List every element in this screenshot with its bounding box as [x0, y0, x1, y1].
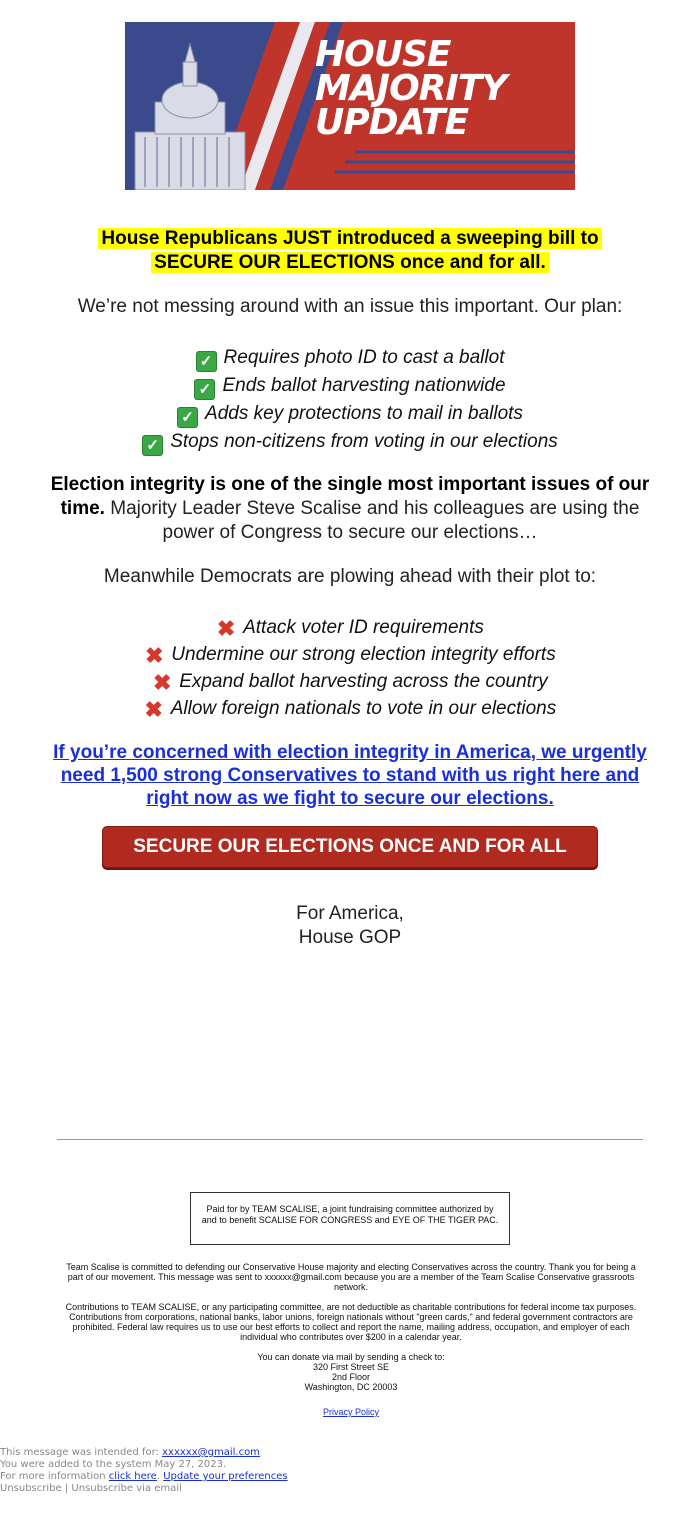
click-here-link[interactable]: click here: [108, 1471, 157, 1482]
integrity-paragraph: Election integrity is one of the single most important issues of our time. Majority Leader Steve Scalise and his colleagues are using the power of Congress to secure our elections…: [50, 474, 650, 543]
list-item: ✖ Allow foreign nationals to vote in our elections: [144, 697, 557, 722]
democrat-list: [0, 614, 700, 722]
list-item: ✓ Ends ballot harvesting nationwide: [0, 372, 700, 400]
list-item: ✖ Undermine our strong election integrity efforts: [145, 643, 556, 668]
cross-icon: ✖: [152, 670, 172, 695]
list-item: ✓ Adds key protections to mail in ballots: [0, 400, 700, 428]
signoff: For America, House GOP: [296, 903, 404, 948]
headline: House Republicans JUST introduced a sweeping bill to SECURE OUR ELECTIONS once and for all.: [0, 227, 700, 275]
contributions-text: Contributions to TEAM SCALISE, or any participating committee, are not deductible as charitable contributions for federal income tax purposes. Contributions from corporations, national banks, labor unions, foreign nationals without "green cards," and federal government contractors are prohibited. Federal law requires us to use our best efforts to collect and report the name, mailing address, occupation, and employer of each individual who contributes over $200 in a calendar year.: [65, 1302, 637, 1342]
cross-icon: ✖: [216, 616, 236, 641]
paid-for-disclaimer: Paid for by TEAM SCALISE, a joint fundraising committee authorized by and to benefit SCALISE FOR CONGRESS and EYE OF THE TIGER PAC.: [190, 1192, 510, 1245]
intended-email-link[interactable]: xxxxxx@gmail.com: [162, 1447, 260, 1458]
header-banner: [125, 22, 575, 190]
list-item: ✓ Requires photo ID to cast a ballot: [0, 344, 700, 372]
cross-icon: ✖: [145, 643, 164, 668]
check-icon: ✓: [194, 379, 215, 400]
cross-icon: ✖: [144, 697, 163, 722]
privacy-policy-link[interactable]: Privacy Policy: [322, 1407, 379, 1417]
banner-title: HOUSE MAJORITY UPDATE: [315, 34, 507, 143]
intro-text: We’re not messing around with an issue this important. Our plan:: [77, 296, 623, 317]
donate-by-mail: You can donate via mail by sending a check to: 320 First Street SE 2nd Floor Washington, DC 20003: [257, 1352, 445, 1392]
unsubscribe-email-link[interactable]: Unsubscribe via email: [71, 1483, 182, 1494]
divider: [57, 1139, 643, 1140]
update-preferences-link[interactable]: Update your preferences: [163, 1471, 288, 1482]
check-icon: ✓: [196, 351, 217, 372]
secure-elections-button[interactable]: SECURE OUR ELECTIONS ONCE AND FOR ALL: [102, 826, 598, 868]
donate-link[interactable]: If you’re concerned with election integrity in America, we urgently need 1,500 strong Conservatives to stand with us right here and right now as we fight to secure our elections.: [53, 742, 647, 809]
meta-info: This message was intended for: xxxxxx@gmail.com You were added to the system May 27, 2023. For more information click here. Update your preferences Unsubscribe | Unsubscribe via email: [0, 1447, 288, 1494]
list-item: ✖ Attack voter ID requirements: [216, 616, 484, 641]
commitment-text: Team Scalise is committed to defending our Conservative House majority and electing Conservatives across the country. Thank you for being a part of our movement. This message was sent to xxxxxx@gmail.com because you are a member of the Team Scalise Conservative grassroots network.: [66, 1262, 636, 1292]
check-icon: ✓: [142, 435, 163, 456]
list-item: ✓ Stops non-citizens from voting in our elections: [0, 428, 700, 456]
meanwhile-text: Meanwhile Democrats are plowing ahead with their plot to:: [103, 566, 597, 587]
privacy-row: [58, 1407, 644, 1417]
plan-list: [0, 344, 700, 456]
unsubscribe-link[interactable]: Unsubscribe: [0, 1483, 62, 1494]
check-icon: ✓: [177, 407, 198, 428]
list-item: ✖ Expand ballot harvesting across the country: [152, 670, 548, 695]
